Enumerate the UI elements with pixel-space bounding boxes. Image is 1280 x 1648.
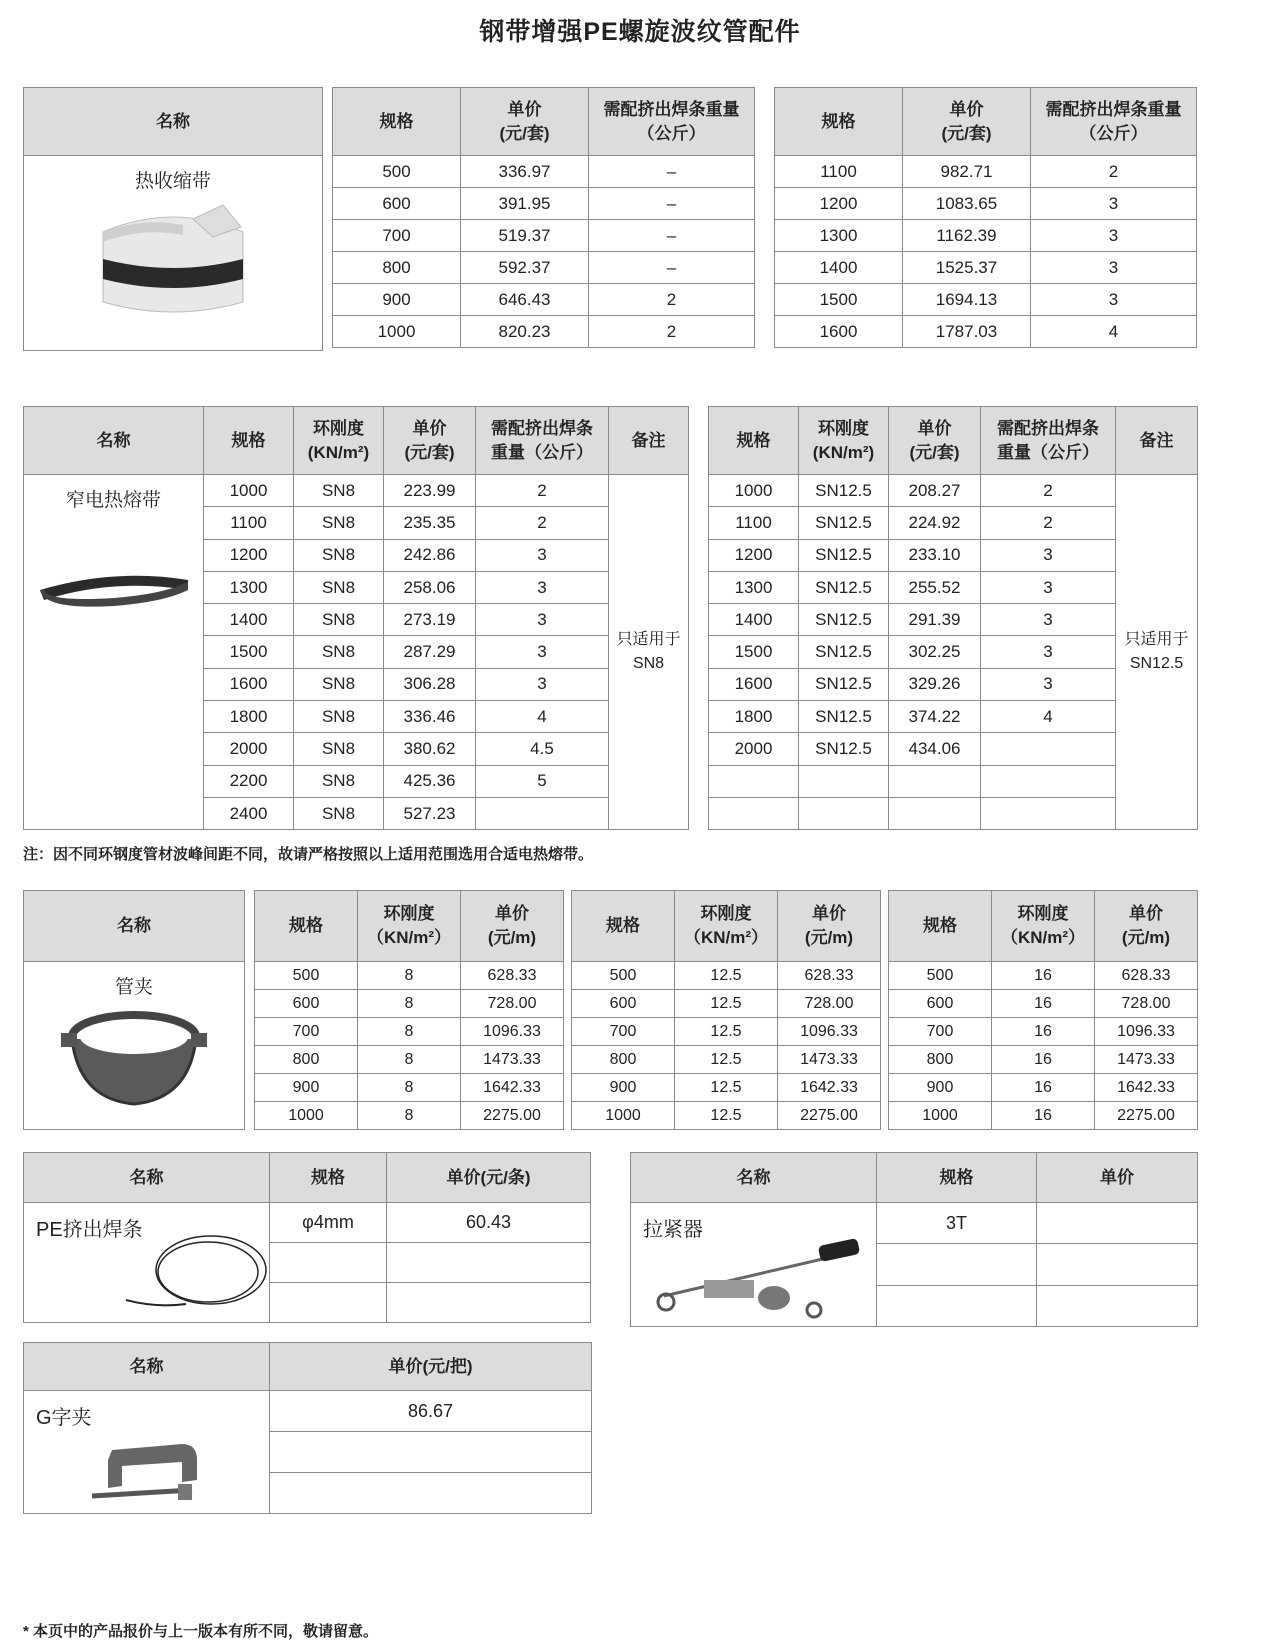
spec-cell: 500: [333, 156, 461, 188]
weight-cell: 1642.33: [778, 1074, 881, 1102]
weight-cell: 3: [981, 668, 1116, 700]
spec-cell: 600: [572, 990, 675, 1018]
price-cell: 592.37: [461, 252, 589, 284]
table-row: [255, 1102, 564, 1130]
column-header: 单价 (元/套): [461, 88, 589, 156]
weight-cell: 1473.33: [1095, 1046, 1198, 1074]
spec-cell: 1100: [775, 156, 903, 188]
price-cell: 8: [358, 1074, 461, 1102]
table-row: [333, 188, 755, 220]
table-cell: [387, 1243, 591, 1283]
table-row: [775, 156, 1197, 188]
weight-cell: [981, 733, 1116, 765]
spec-cell: 2000: [204, 733, 294, 765]
column-header: 单价 (元/m): [1095, 891, 1198, 962]
table-row: [24, 475, 689, 507]
price-cell: 223.99: [384, 475, 476, 507]
price-cell: 1694.13: [903, 284, 1031, 316]
price-cell: 302.25: [889, 636, 981, 668]
price-cell: 12.5: [675, 1074, 778, 1102]
spec-cell: 1100: [709, 507, 799, 539]
table-cell: [1037, 1244, 1198, 1285]
weight-cell: 2: [981, 475, 1116, 507]
spec-cell: 1500: [709, 636, 799, 668]
stiffness-cell: SN12.5: [799, 733, 889, 765]
spec-cell: 2000: [709, 733, 799, 765]
column-header: 单价 (元/套): [903, 88, 1031, 156]
stiffness-cell: SN12.5: [799, 571, 889, 603]
column-header: 名称: [24, 1153, 270, 1203]
price-cell: 12.5: [675, 962, 778, 990]
price-cell: 336.97: [461, 156, 589, 188]
price-cell: 1787.03: [903, 316, 1031, 348]
column-header: 规格: [255, 891, 358, 962]
spec-cell: 1100: [204, 507, 294, 539]
table-row: [255, 990, 564, 1018]
stiffness-cell: SN8: [294, 539, 384, 571]
spec-cell: [709, 797, 799, 829]
stiffness-cell: SN12.5: [799, 636, 889, 668]
weight-cell: [476, 797, 609, 829]
col-remark: 备注: [609, 407, 689, 475]
weight-cell: 3: [476, 571, 609, 603]
price-cell: 16: [992, 962, 1095, 990]
price-cell: 8: [358, 962, 461, 990]
product-name: 管夹: [114, 977, 153, 998]
stiffness-cell: SN8: [294, 507, 384, 539]
weight-cell: 1096.33: [461, 1018, 564, 1046]
price-cell: 434.06: [889, 733, 981, 765]
column-header: 规格: [889, 891, 992, 962]
price-cell: 336.46: [384, 701, 476, 733]
table-row: [775, 316, 1197, 348]
price-cell: 287.29: [384, 636, 476, 668]
table-cell: [270, 1473, 592, 1514]
table-cell: φ4mm: [270, 1203, 387, 1243]
weight-cell: 728.00: [778, 990, 881, 1018]
pipe-clamp-table-a: [254, 890, 564, 1130]
product-name: 窄电热熔带: [65, 490, 161, 511]
electrofusion-band-image: [34, 562, 194, 622]
table-row: [889, 1074, 1198, 1102]
spec-cell: 600: [333, 188, 461, 220]
price-cell: [889, 765, 981, 797]
remark-cell: 只适用于 SN12.5: [1116, 475, 1198, 830]
price-cell: 374.22: [889, 701, 981, 733]
table-cell: [1037, 1203, 1198, 1244]
table-row: [24, 1203, 591, 1243]
table-row: [572, 1046, 881, 1074]
weight-cell: 3: [476, 539, 609, 571]
spec-cell: 900: [889, 1074, 992, 1102]
weight-cell: 2275.00: [461, 1102, 564, 1130]
price-cell: 16: [992, 990, 1095, 1018]
table-row: [255, 962, 564, 990]
column-header: 规格: [775, 88, 903, 156]
table-cell: 3T: [877, 1203, 1037, 1244]
column-header: 规格: [877, 1153, 1037, 1203]
welding-rod-table: [23, 1152, 591, 1323]
price-cell: 12.5: [675, 1046, 778, 1074]
weight-cell: 2: [476, 475, 609, 507]
weight-cell: 3: [981, 636, 1116, 668]
weight-cell: 628.33: [778, 962, 881, 990]
pipe-clamp-image: [59, 999, 209, 1119]
column-header: 需配挤出焊条重量 （公斤）: [1031, 88, 1197, 156]
weight-cell: 1642.33: [1095, 1074, 1198, 1102]
remark-cell: 只适用于 SN8: [609, 475, 689, 830]
price-cell: 224.92: [889, 507, 981, 539]
weight-cell: –: [589, 156, 755, 188]
column-header: 环刚度 （KN/m²）: [358, 891, 461, 962]
column-header: 环刚度 （KN/m²）: [675, 891, 778, 962]
spec-cell: [709, 765, 799, 797]
spec-cell: 1000: [572, 1102, 675, 1130]
col-stiffness: 环刚度 (KN/m²): [294, 407, 384, 475]
stiffness-note: 注：因不同环钢度管材波峰间距不同，故请严格按照以上适用范围选用合适电热熔带。: [23, 846, 594, 863]
name-header: 名称: [24, 891, 245, 962]
weight-cell: 4: [476, 701, 609, 733]
weight-cell: 3: [1031, 252, 1197, 284]
table-cell: 60.43: [387, 1203, 591, 1243]
column-header: 环刚度 （KN/m²）: [992, 891, 1095, 962]
weight-cell: 5: [476, 765, 609, 797]
table-cell: [270, 1432, 592, 1473]
weight-cell: [981, 797, 1116, 829]
column-header: 规格: [572, 891, 675, 962]
spec-cell: 1000: [333, 316, 461, 348]
stiffness-cell: [799, 797, 889, 829]
price-cell: 258.06: [384, 571, 476, 603]
column-header: 规格: [270, 1153, 387, 1203]
price-cell: 380.62: [384, 733, 476, 765]
table-cell: [877, 1285, 1037, 1326]
stiffness-cell: SN12.5: [799, 475, 889, 507]
spec-cell: 600: [255, 990, 358, 1018]
price-cell: 391.95: [461, 188, 589, 220]
table-row: [889, 1102, 1198, 1130]
weight-cell: 2: [981, 507, 1116, 539]
electrofusion-band-table-b: [708, 406, 1198, 830]
table-row: [889, 990, 1198, 1018]
spec-cell: 1400: [709, 604, 799, 636]
stiffness-cell: SN12.5: [799, 539, 889, 571]
price-cell: 208.27: [889, 475, 981, 507]
price-cell: 12.5: [675, 990, 778, 1018]
product-name: G字夹: [36, 1407, 92, 1429]
spec-cell: 1200: [775, 188, 903, 220]
price-cell: 519.37: [461, 220, 589, 252]
pipe-clamp-table-b: [571, 890, 881, 1130]
spec-cell: 800: [333, 252, 461, 284]
table-cell: [270, 1243, 387, 1283]
product-name: PE挤出焊条: [36, 1219, 143, 1241]
page-title: 钢带增强PE螺旋波纹管配件: [479, 18, 801, 46]
price-cell: 820.23: [461, 316, 589, 348]
spec-cell: 700: [255, 1018, 358, 1046]
table-cell: [387, 1283, 591, 1323]
name-header: 名称: [24, 407, 204, 475]
weight-cell: [981, 765, 1116, 797]
spec-cell: 900: [572, 1074, 675, 1102]
spec-cell: 500: [889, 962, 992, 990]
column-header: 名称: [631, 1153, 877, 1203]
table-row: [255, 1018, 564, 1046]
stiffness-cell: SN12.5: [799, 701, 889, 733]
spec-cell: 800: [255, 1046, 358, 1074]
price-cell: 12.5: [675, 1102, 778, 1130]
stiffness-cell: SN8: [294, 733, 384, 765]
table-row: [572, 1018, 881, 1046]
table-cell: 86.67: [270, 1391, 592, 1432]
table-row: [333, 220, 755, 252]
weight-cell: 2: [476, 507, 609, 539]
spec-cell: 1800: [204, 701, 294, 733]
price-cell: 235.35: [384, 507, 476, 539]
table-row: [709, 475, 1198, 507]
product-name: 拉紧器: [643, 1219, 703, 1241]
tensioner-image: [644, 1236, 864, 1326]
spec-cell: 700: [572, 1018, 675, 1046]
price-cell: 8: [358, 990, 461, 1018]
price-cell: 527.23: [384, 797, 476, 829]
price-cell: 273.19: [384, 604, 476, 636]
column-header: 单价(元/条): [387, 1153, 591, 1203]
footnote: * 本页中的产品报价与上一版本有所不同，敬请留意。: [23, 1623, 379, 1640]
stiffness-cell: SN8: [294, 475, 384, 507]
weight-cell: 4: [981, 701, 1116, 733]
table-row: [333, 156, 755, 188]
pipe-clamp-name-table: [23, 890, 245, 1130]
spec-cell: 1600: [709, 668, 799, 700]
electrofusion-band-table-a: [23, 406, 689, 830]
col-remark: 备注: [1116, 407, 1198, 475]
product-name: 热收缩带: [134, 171, 211, 192]
col-price: 单价 (元/套): [889, 407, 981, 475]
stiffness-cell: SN8: [294, 701, 384, 733]
spec-cell: 1200: [204, 539, 294, 571]
spec-cell: 2200: [204, 765, 294, 797]
weight-cell: 3: [1031, 220, 1197, 252]
price-cell: 1083.65: [903, 188, 1031, 220]
spec-cell: 1400: [775, 252, 903, 284]
column-header: 需配挤出焊条重量 （公斤）: [589, 88, 755, 156]
column-header: 单价(元/把): [270, 1343, 592, 1391]
weight-cell: 1473.33: [778, 1046, 881, 1074]
weight-cell: –: [589, 220, 755, 252]
table-row: [572, 990, 881, 1018]
spec-cell: 800: [889, 1046, 992, 1074]
table-row: [889, 1046, 1198, 1074]
spec-cell: 700: [333, 220, 461, 252]
weight-cell: 3: [981, 604, 1116, 636]
weight-cell: 2: [589, 316, 755, 348]
price-cell: 982.71: [903, 156, 1031, 188]
table-row: [889, 1018, 1198, 1046]
table-row: [572, 1102, 881, 1130]
spec-cell: 1500: [204, 636, 294, 668]
col-price: 单价 (元/套): [384, 407, 476, 475]
shrink-band-table-b: [774, 87, 1197, 348]
stiffness-cell: SN12.5: [799, 604, 889, 636]
price-cell: 8: [358, 1102, 461, 1130]
spec-cell: 2400: [204, 797, 294, 829]
price-cell: 233.10: [889, 539, 981, 571]
spec-cell: 1400: [204, 604, 294, 636]
g-clamp-table: [23, 1342, 592, 1514]
spec-cell: 1600: [775, 316, 903, 348]
weight-cell: 3: [981, 539, 1116, 571]
table-row: [333, 316, 755, 348]
weight-cell: 3: [1031, 284, 1197, 316]
pipe-clamp-table-c: [888, 890, 1198, 1130]
col-weight: 需配挤出焊条 重量（公斤）: [476, 407, 609, 475]
weight-cell: 628.33: [461, 962, 564, 990]
stiffness-cell: SN8: [294, 668, 384, 700]
g-clamp-image: [82, 1430, 212, 1510]
weight-cell: –: [589, 188, 755, 220]
weight-cell: 4: [1031, 316, 1197, 348]
col-spec: 规格: [709, 407, 799, 475]
stiffness-cell: SN8: [294, 636, 384, 668]
weight-cell: 4.5: [476, 733, 609, 765]
stiffness-cell: SN8: [294, 604, 384, 636]
column-header: 名称: [24, 1343, 270, 1391]
price-cell: 425.36: [384, 765, 476, 797]
shrink-band-table-a: [332, 87, 755, 348]
table-row: [572, 1074, 881, 1102]
table-row: [775, 220, 1197, 252]
price-cell: 8: [358, 1018, 461, 1046]
spec-cell: 1200: [709, 539, 799, 571]
weight-cell: 1473.33: [461, 1046, 564, 1074]
table-row: [333, 252, 755, 284]
name-header: 名称: [24, 88, 323, 156]
col-weight: 需配挤出焊条 重量（公斤）: [981, 407, 1116, 475]
spec-cell: 1500: [775, 284, 903, 316]
spec-cell: 1000: [204, 475, 294, 507]
price-cell: 329.26: [889, 668, 981, 700]
weight-cell: 2275.00: [778, 1102, 881, 1130]
stiffness-cell: SN12.5: [799, 507, 889, 539]
price-cell: 646.43: [461, 284, 589, 316]
table-row: [24, 1391, 592, 1432]
spec-cell: 1600: [204, 668, 294, 700]
weight-cell: 728.00: [1095, 990, 1198, 1018]
weight-cell: 2275.00: [1095, 1102, 1198, 1130]
table-row: [333, 284, 755, 316]
table-row: [255, 1074, 564, 1102]
table-cell: [877, 1244, 1037, 1285]
table-row: [255, 1046, 564, 1074]
weight-cell: 3: [476, 636, 609, 668]
weight-cell: 628.33: [1095, 962, 1198, 990]
weight-cell: 1096.33: [778, 1018, 881, 1046]
col-spec: 规格: [204, 407, 294, 475]
table-row: [775, 252, 1197, 284]
spec-cell: 700: [889, 1018, 992, 1046]
weight-cell: 3: [1031, 188, 1197, 220]
spec-cell: 1300: [709, 571, 799, 603]
table-row: [889, 962, 1198, 990]
column-header: 单价: [1037, 1153, 1198, 1203]
spec-cell: 1000: [255, 1102, 358, 1130]
price-cell: 16: [992, 1046, 1095, 1074]
table-row: [572, 962, 881, 990]
weight-cell: 2: [589, 284, 755, 316]
weight-cell: 3: [476, 668, 609, 700]
welding-rod-image: [116, 1228, 276, 1318]
spec-cell: 1000: [709, 475, 799, 507]
spec-cell: 900: [255, 1074, 358, 1102]
stiffness-cell: SN8: [294, 765, 384, 797]
price-cell: 16: [992, 1074, 1095, 1102]
spec-cell: 1300: [775, 220, 903, 252]
spec-cell: 500: [255, 962, 358, 990]
price-cell: [889, 797, 981, 829]
spec-cell: 500: [572, 962, 675, 990]
weight-cell: 728.00: [461, 990, 564, 1018]
price-cell: 16: [992, 1102, 1095, 1130]
table-row: [775, 188, 1197, 220]
stiffness-cell: [799, 765, 889, 797]
price-cell: 255.52: [889, 571, 981, 603]
column-header: 规格: [333, 88, 461, 156]
spec-cell: 1300: [204, 571, 294, 603]
spec-cell: 1800: [709, 701, 799, 733]
heat-shrink-band-image: [83, 197, 263, 327]
shrink-band-name-table: [23, 87, 323, 351]
weight-cell: 2: [1031, 156, 1197, 188]
table-cell: [1037, 1285, 1198, 1326]
stiffness-cell: SN8: [294, 571, 384, 603]
price-cell: 8: [358, 1046, 461, 1074]
weight-cell: 1642.33: [461, 1074, 564, 1102]
weight-cell: 3: [981, 571, 1116, 603]
table-cell: [270, 1283, 387, 1323]
price-cell: 16: [992, 1018, 1095, 1046]
column-header: 单价 (元/m): [778, 891, 881, 962]
price-cell: 1162.39: [903, 220, 1031, 252]
stiffness-cell: SN8: [294, 797, 384, 829]
table-row: [631, 1203, 1198, 1244]
price-cell: 1525.37: [903, 252, 1031, 284]
price-cell: 291.39: [889, 604, 981, 636]
spec-cell: 600: [889, 990, 992, 1018]
spec-cell: 800: [572, 1046, 675, 1074]
weight-cell: 3: [476, 604, 609, 636]
weight-cell: –: [589, 252, 755, 284]
price-cell: 306.28: [384, 668, 476, 700]
weight-cell: 1096.33: [1095, 1018, 1198, 1046]
table-row: [775, 284, 1197, 316]
col-stiffness: 环刚度 (KN/m²): [799, 407, 889, 475]
price-cell: 242.86: [384, 539, 476, 571]
tensioner-table: [630, 1152, 1198, 1327]
stiffness-cell: SN12.5: [799, 668, 889, 700]
spec-cell: 900: [333, 284, 461, 316]
price-cell: 12.5: [675, 1018, 778, 1046]
column-header: 单价 (元/m): [461, 891, 564, 962]
spec-cell: 1000: [889, 1102, 992, 1130]
